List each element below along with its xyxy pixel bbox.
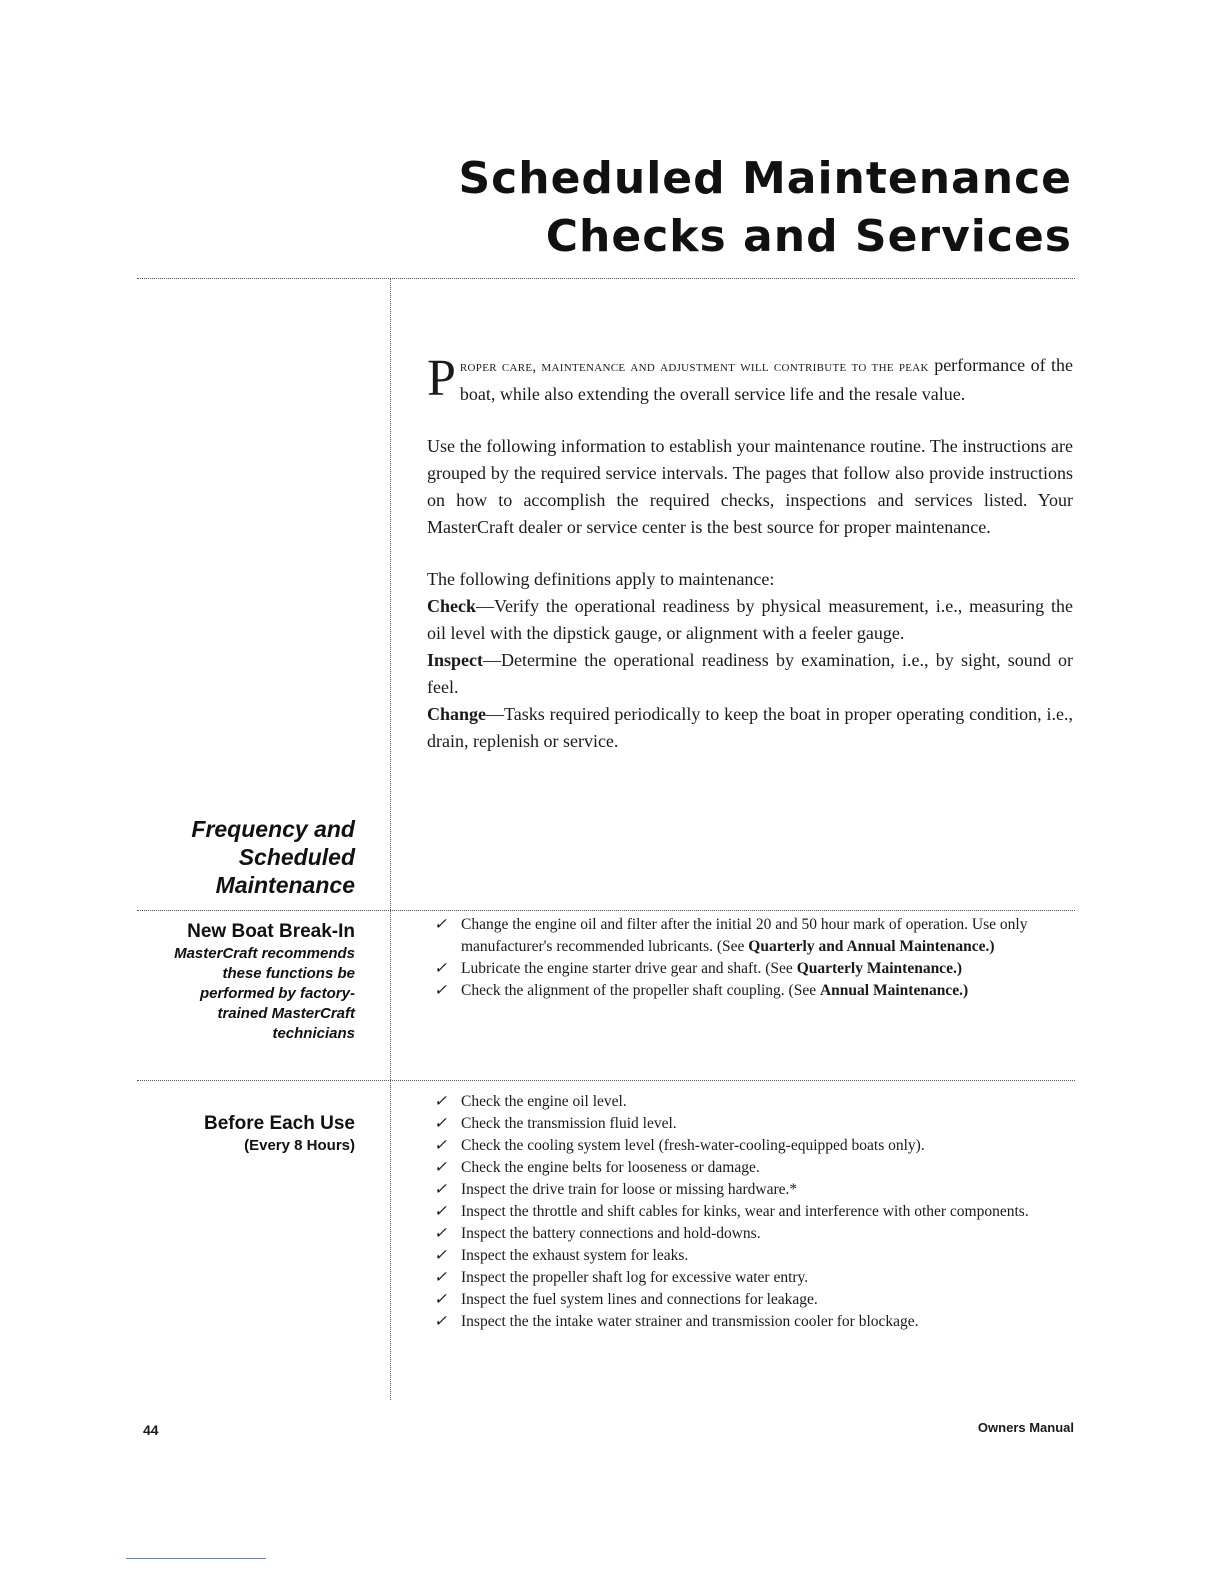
list-item: ✓ Inspect the propeller shaft log for excessive water entry. <box>434 1267 1074 1289</box>
list-item: ✓ Inspect the exhaust system for leaks. <box>434 1245 1074 1267</box>
footer-label: Owners Manual <box>977 1420 1074 1435</box>
definition-check: Check—Verify the operational readiness by physical measurement, i.e., measuring the oil level with the dipstick gauge, or alignment with a feeler gauge. <box>427 596 1073 643</box>
frequency-heading: Frequency and Scheduled Maintenance <box>191 816 355 898</box>
drop-cap: P <box>427 350 456 407</box>
list-item: ✓ Check the alignment of the propeller shaft coupling. (See Annual Maintenance.) <box>434 980 1074 1002</box>
definition-inspect: Inspect—Determine the operational readiness by examination, i.e., by sight, sound or feel. <box>427 650 1073 697</box>
list-item: ✓ Check the transmission fluid level. <box>434 1113 1074 1135</box>
before-use-heading <box>204 1112 355 1156</box>
list-item: ✓ Change the engine oil and filter after the initial 20 and 50 hour mark of operation. Use only manufacturer's recommended lubricants. (See Quarterly and Annual Maintenance.) <box>434 916 1028 955</box>
list-item: ✓ Inspect the battery connections and hold-downs. <box>434 1223 1074 1245</box>
list-item: ✓ Check the engine oil level. <box>434 1091 1074 1113</box>
definition-change: Change—Tasks required periodically to keep the boat in proper operating condition, i.e., drain, replenish or service. <box>427 704 1073 751</box>
definitions-intro: The following definitions apply to maintenance: <box>427 569 775 589</box>
check-icon: ✓ <box>434 1159 447 1176</box>
before-use-sub: (Every 8 Hours) <box>244 1137 355 1154</box>
check-icon: ✓ <box>434 1291 447 1308</box>
check-icon: ✓ <box>434 1225 447 1242</box>
section-divider-2 <box>137 1080 1075 1081</box>
check-icon: ✓ <box>434 1093 447 1110</box>
intro-text <box>427 352 1073 755</box>
check-icon: ✓ <box>434 1313 447 1330</box>
list-item: ✓ Inspect the fuel system lines and connections for leakage. <box>434 1289 1074 1311</box>
column-divider <box>390 278 391 1400</box>
title-line-2: Checks and Services <box>545 211 1072 262</box>
before-use-checklist <box>434 1091 1074 1333</box>
check-icon: ✓ <box>434 1247 447 1264</box>
list-item: ✓ Inspect the the intake water strainer and transmission cooler for blockage. <box>434 1311 1074 1333</box>
check-icon: ✓ <box>434 1181 447 1198</box>
scan-artifact-line <box>126 1558 266 1559</box>
page-title <box>458 150 1072 266</box>
list-item: ✓ Inspect the drive train for loose or missing hardware.* <box>434 1179 1074 1201</box>
break-in-heading: New Boat Break-In MasterCraft recommends these functions be performed by factory- trained MasterCraft technicians <box>174 921 355 1042</box>
check-icon: ✓ <box>434 1269 447 1286</box>
list-item: ✓ Inspect the throttle and shift cables for kinks, wear and interference with other components. <box>434 1201 1074 1223</box>
title-line-1: Scheduled Maintenance <box>458 153 1072 204</box>
check-icon: ✓ <box>434 960 447 977</box>
check-icon: ✓ <box>434 982 447 999</box>
list-item: ✓ Lubricate the engine starter drive gear and shaft. (See Quarterly Maintenance.) <box>434 958 1074 980</box>
top-divider <box>137 278 1075 279</box>
intro-paragraph-2: Use the following information to establish your maintenance routine. The instructions are grouped by the required service intervals. The pages that follow also provide instructions on how to accomplish the required checks, inspections and services listed. Your MasterCraft dealer or service center is the best source for proper maintenance. <box>427 436 1073 537</box>
section-divider-1 <box>137 910 1075 911</box>
check-icon: ✓ <box>434 1203 447 1220</box>
break-in-checklist <box>434 914 1074 1002</box>
check-icon: ✓ <box>434 1137 447 1154</box>
intro-paragraph-1 <box>427 352 1073 408</box>
definitions <box>427 566 1073 755</box>
list-item: ✓ Check the engine belts for looseness or damage. <box>434 1157 1074 1179</box>
break-in-title: New Boat Break-In <box>187 921 355 942</box>
list-item: ✓ Check the cooling system level (fresh-water-cooling-equipped boats only). <box>434 1135 1074 1157</box>
before-use-title: Before Each Use <box>203 1113 355 1134</box>
intro-lead: roper care, maintenance and adjustment will contribute to the peak <box>459 359 929 375</box>
page-number: 44 <box>143 1422 159 1438</box>
check-icon: ✓ <box>434 916 447 933</box>
check-icon: ✓ <box>434 1115 447 1132</box>
intro-rest: performance of the boat, while also extending the overall service life and the resale value. <box>459 355 1073 404</box>
